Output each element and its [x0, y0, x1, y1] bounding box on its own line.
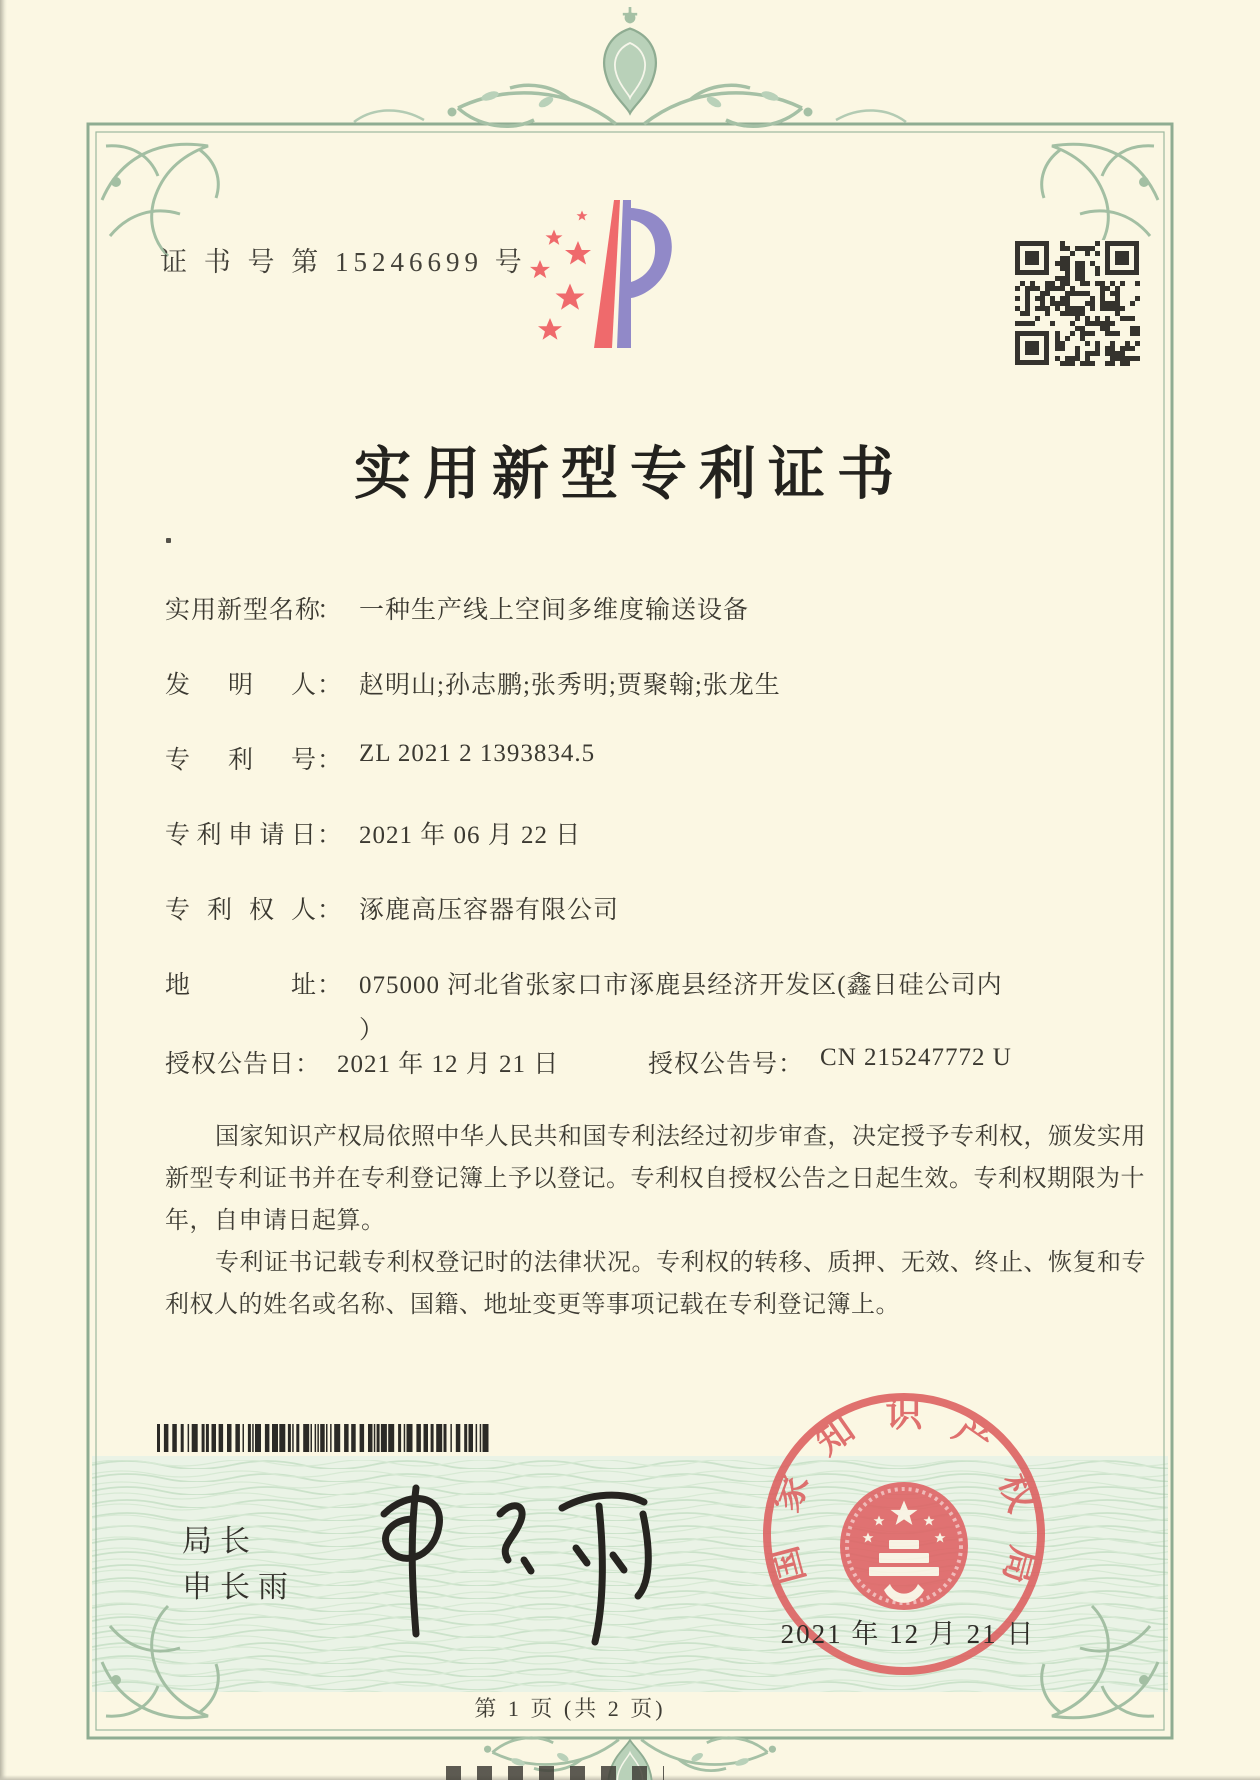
field-value-filing-date: 2021 年 06 月 22 日 [359, 822, 582, 849]
seal-date: 2021 年 12 月 21 日 [780, 1619, 1036, 1649]
field-row-name [165, 590, 749, 626]
field-value-utility-model-name: 一种生产线上空间多维度输送设备 [359, 597, 750, 624]
field-row-grant-date [165, 1044, 559, 1080]
field-label: 授权公告号 [648, 1051, 779, 1078]
body-line-4: 专利证书记载专利权登记时的法律状况。专利权的转移、质押、无效、终止、恢复和专 [215, 1250, 1146, 1276]
field-label: 地址 [165, 972, 317, 999]
address-line-2: ） [359, 1017, 386, 1044]
field-row-patentee [165, 890, 619, 926]
seal-char: 局 [994, 1541, 1044, 1589]
field-value-patentee: 涿鹿高压容器有限公司 [359, 897, 620, 924]
field-label: 专利申请日 [165, 822, 317, 849]
field-value-inventors: 赵明山;孙志鹏;张秀明;贾聚翰;张龙生 [359, 672, 781, 699]
field-colon: ： [317, 822, 344, 849]
body-line-2: 新型专利证书并在专利登记簿上予以登记。专利权自授权公告之日起生效。专利权期限为十 [165, 1166, 1145, 1192]
field-colon: ： [317, 597, 344, 624]
address-line-1: 075000 河北省张家口市涿鹿县经济开发区(鑫日硅公司内 [359, 972, 1003, 999]
field-label: 实用新型名称 [165, 597, 322, 624]
seal-char: 识 [885, 1394, 923, 1435]
print-artifact-dot [166, 538, 171, 543]
seal-char: 家 [766, 1468, 818, 1518]
national-emblem [840, 1482, 968, 1610]
field-value-address [359, 963, 1119, 1053]
seal-char: 知 [808, 1408, 863, 1464]
barcode [155, 1424, 495, 1452]
field-colon: ： [317, 747, 344, 774]
field-colon: ： [317, 972, 344, 999]
field-value-grant-number: CN 215247772 U [820, 1044, 1012, 1071]
field-value-grant-date: 2021 年 12 月 21 日 [337, 1051, 560, 1078]
field-row-address [165, 963, 1119, 1053]
field-colon: ： [778, 1051, 805, 1078]
signer-title: 局长 [182, 1525, 258, 1558]
logo-stars [530, 211, 591, 340]
field-label: 专利权人 [165, 897, 317, 924]
signer-name: 申长雨 [182, 1571, 296, 1604]
page-footer: 第 1 页 (共 2 页) [474, 1696, 666, 1721]
body-line-5: 利权人的姓名或名称、国籍、地址变更等事项记载在专利登记簿上。 [165, 1292, 900, 1318]
cnipa-patent-logo [462, 194, 676, 350]
field-label: 发明人 [165, 672, 317, 699]
body-line-3: 年，自申请日起算。 [165, 1208, 386, 1234]
body-line-1: 国家知识产权局依照中华人民共和国专利法经过初步审查，决定授予专利权，颁发实用 [215, 1124, 1146, 1150]
field-label: 授权公告日 [165, 1051, 296, 1078]
field-value-patent-number: ZL 2021 2 1393834.5 [359, 740, 596, 767]
field-row-grant-number [648, 1044, 1012, 1080]
qr-code [1014, 240, 1140, 366]
field-colon: ： [317, 672, 344, 699]
certificate-title: 实用新型专利证书 [354, 443, 906, 506]
field-row-patent-number [165, 740, 595, 776]
field-colon: ： [295, 1051, 322, 1078]
handwritten-signature [350, 1462, 670, 1657]
field-row-filing-date [165, 815, 581, 851]
field-colon: ： [317, 897, 344, 924]
cropped-text-fragment [446, 1766, 664, 1780]
seal-char: 产 [945, 1408, 1000, 1464]
certificate-number: 证 书 号 第 15246699 号 [160, 247, 527, 277]
seal-char: 国 [764, 1541, 814, 1589]
field-row-inventor [165, 665, 781, 701]
seal-char: 权 [990, 1468, 1042, 1518]
field-label: 专利号 [165, 747, 317, 774]
